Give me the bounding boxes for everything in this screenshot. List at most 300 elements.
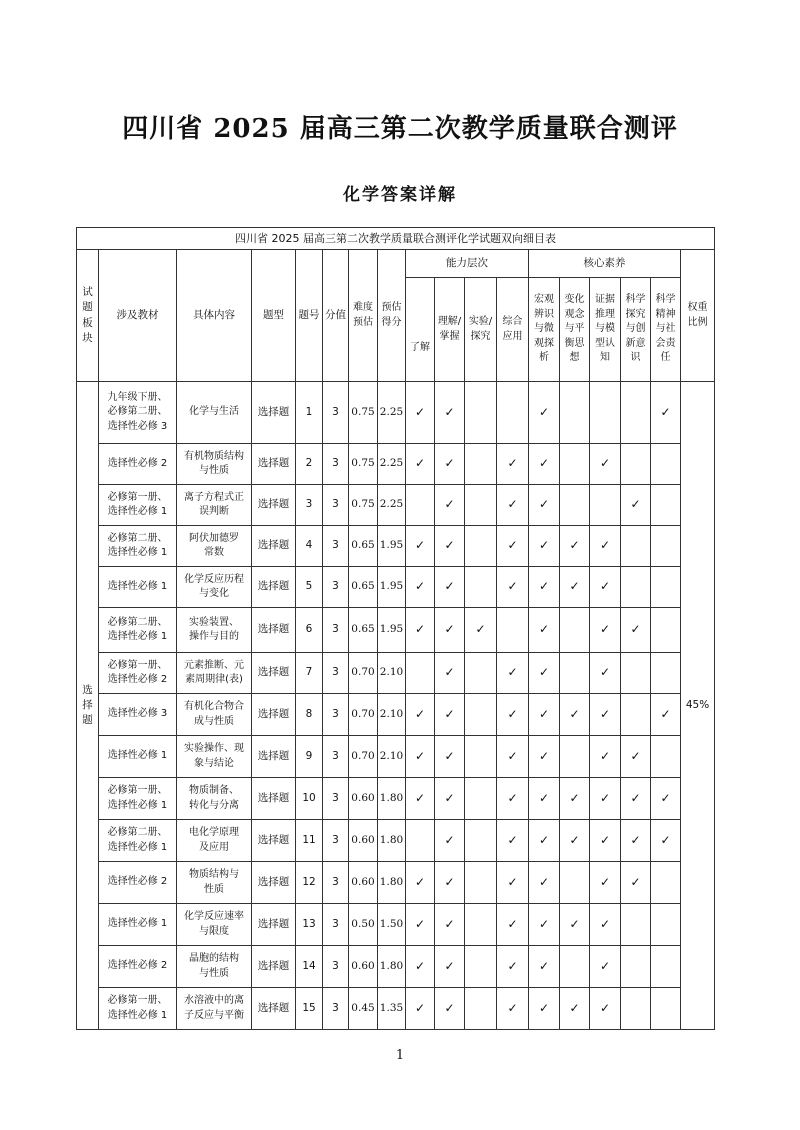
- literacy-cell: [621, 778, 651, 820]
- textbook-cell: 必修第一册、 选择性必修 1: [99, 485, 177, 526]
- number-cell: 13: [296, 904, 323, 946]
- check-mark-icon: ✓: [414, 622, 426, 637]
- literacy-cell: [529, 694, 560, 736]
- ability-cell: [435, 694, 465, 736]
- score-cell: 3: [323, 694, 349, 736]
- table-row: [77, 526, 715, 567]
- difficulty-cell: 0.70: [349, 694, 378, 736]
- content-cell: 阿伏加德罗 常数: [177, 526, 252, 567]
- literacy-cell: [621, 444, 651, 485]
- table-caption: 四川省 2025 届高三第二次教学质量联合测评化学试题双向细目表: [77, 228, 715, 250]
- header-ability-2: 理解/ 掌握: [435, 278, 465, 382]
- type-cell: 选择题: [252, 653, 296, 694]
- difficulty-cell: 0.50: [349, 904, 378, 946]
- number-cell: 15: [296, 988, 323, 1030]
- ability-cell: [406, 485, 435, 526]
- literacy-cell: [621, 946, 651, 988]
- literacy-cell: [560, 526, 590, 567]
- check-mark-icon: ✓: [538, 497, 550, 512]
- score-cell: 3: [323, 567, 349, 608]
- ability-cell: [497, 444, 529, 485]
- header-textbook: 涉及教材: [99, 250, 177, 382]
- literacy-cell: [560, 988, 590, 1030]
- check-mark-icon: ✓: [630, 622, 641, 637]
- number-cell: 12: [296, 862, 323, 904]
- literacy-cell: [621, 736, 651, 778]
- content-cell: 化学反应速率 与限度: [177, 904, 252, 946]
- difficulty-cell: 0.65: [349, 567, 378, 608]
- ability-cell: [497, 820, 529, 862]
- ability-cell: [435, 567, 465, 608]
- ability-cell: [497, 862, 529, 904]
- ability-cell: [406, 567, 435, 608]
- check-mark-icon: ✓: [538, 958, 550, 973]
- literacy-cell: [621, 820, 651, 862]
- score-cell: 3: [323, 862, 349, 904]
- expected-score-cell: 2.25: [378, 382, 406, 444]
- check-mark-icon: ✓: [507, 579, 518, 594]
- type-cell: 选择题: [252, 988, 296, 1030]
- difficulty-cell: 0.70: [349, 736, 378, 778]
- sub-title: 化学答案详解: [343, 185, 457, 205]
- ability-cell: [465, 694, 497, 736]
- ability-cell: [435, 526, 465, 567]
- content-cell: 物质制备、 转化与分离: [177, 778, 252, 820]
- ability-cell: [406, 988, 435, 1030]
- content-cell: 有机化合物合 成与性质: [177, 694, 252, 736]
- check-mark-icon: ✓: [599, 790, 611, 805]
- check-mark-icon: ✓: [507, 748, 518, 763]
- textbook-cell: 必修第一册、 选择性必修 1: [99, 988, 177, 1030]
- content-cell: 离子方程式正 误判断: [177, 485, 252, 526]
- check-mark-icon: ✓: [414, 1000, 426, 1015]
- expected-score-cell: 2.10: [378, 694, 406, 736]
- check-mark-icon: ✓: [507, 665, 518, 680]
- literacy-cell: [651, 485, 681, 526]
- difficulty-cell: 0.75: [349, 485, 378, 526]
- check-mark-icon: ✓: [444, 874, 455, 889]
- textbook-cell: 必修第二册、 选择性必修 1: [99, 608, 177, 653]
- textbook-cell: 选择性必修 2: [99, 946, 177, 988]
- literacy-cell: [651, 567, 681, 608]
- ability-cell: [465, 904, 497, 946]
- check-mark-icon: ✓: [538, 790, 550, 805]
- literacy-cell: [651, 608, 681, 653]
- literacy-cell: [560, 820, 590, 862]
- check-mark-icon: ✓: [538, 916, 550, 931]
- ability-cell: [435, 653, 465, 694]
- literacy-cell: [529, 526, 560, 567]
- textbook-cell: 选择性必修 1: [99, 567, 177, 608]
- score-cell: 3: [323, 904, 349, 946]
- score-cell: 3: [323, 608, 349, 653]
- literacy-cell: [590, 567, 621, 608]
- content-cell: 化学与生活: [177, 382, 252, 444]
- table-row: [77, 988, 715, 1030]
- number-cell: 9: [296, 736, 323, 778]
- type-cell: 选择题: [252, 778, 296, 820]
- check-mark-icon: ✓: [569, 916, 580, 931]
- check-mark-icon: ✓: [599, 579, 611, 594]
- header-content: 具体内容: [177, 250, 252, 382]
- check-mark-icon: ✓: [444, 748, 455, 763]
- check-mark-icon: ✓: [444, 622, 455, 637]
- literacy-cell: [590, 444, 621, 485]
- ability-cell: [435, 778, 465, 820]
- check-mark-icon: ✓: [507, 538, 518, 553]
- check-mark-icon: ✓: [444, 1000, 455, 1015]
- type-cell: 选择题: [252, 820, 296, 862]
- literacy-cell: [560, 653, 590, 694]
- textbook-cell: 选择性必修 3: [99, 694, 177, 736]
- literacy-cell: [651, 736, 681, 778]
- check-mark-icon: ✓: [538, 579, 550, 594]
- literacy-cell: [590, 736, 621, 778]
- difficulty-cell: 0.60: [349, 946, 378, 988]
- ability-cell: [406, 608, 435, 653]
- check-mark-icon: ✓: [414, 404, 426, 419]
- expected-score-cell: 1.80: [378, 820, 406, 862]
- literacy-cell: [529, 485, 560, 526]
- number-cell: 6: [296, 608, 323, 653]
- difficulty-cell: 0.60: [349, 820, 378, 862]
- literacy-cell: [590, 694, 621, 736]
- literacy-cell: [621, 608, 651, 653]
- check-mark-icon: ✓: [414, 706, 426, 721]
- literacy-cell: [590, 382, 621, 444]
- ability-cell: [497, 567, 529, 608]
- content-cell: 水溶液中的离 子反应与平衡: [177, 988, 252, 1030]
- literacy-cell: [529, 988, 560, 1030]
- literacy-cell: [590, 653, 621, 694]
- type-cell: 选择题: [252, 526, 296, 567]
- content-cell: 有机物质结构 与性质: [177, 444, 252, 485]
- literacy-cell: [621, 862, 651, 904]
- content-cell: 实验操作、现 象与结论: [177, 736, 252, 778]
- header-score: 分值: [323, 250, 349, 382]
- ability-cell: [406, 946, 435, 988]
- ability-cell: [435, 946, 465, 988]
- check-mark-icon: ✓: [599, 748, 611, 763]
- ability-cell: [406, 736, 435, 778]
- score-cell: 3: [323, 653, 349, 694]
- literacy-cell: [529, 862, 560, 904]
- score-cell: 3: [323, 946, 349, 988]
- check-mark-icon: ✓: [630, 832, 641, 847]
- literacy-cell: [560, 904, 590, 946]
- expected-score-cell: 1.35: [378, 988, 406, 1030]
- type-cell: 选择题: [252, 444, 296, 485]
- table-row: [77, 444, 715, 485]
- ability-cell: [497, 736, 529, 778]
- ability-cell: [497, 485, 529, 526]
- table-row: [77, 946, 715, 988]
- literacy-cell: [621, 653, 651, 694]
- score-cell: 3: [323, 382, 349, 444]
- literacy-cell: [590, 988, 621, 1030]
- literacy-cell: [560, 946, 590, 988]
- number-cell: 7: [296, 653, 323, 694]
- check-mark-icon: ✓: [475, 622, 486, 637]
- literacy-cell: [590, 904, 621, 946]
- ability-cell: [497, 694, 529, 736]
- table-row: [77, 904, 715, 946]
- check-mark-icon: ✓: [660, 790, 671, 805]
- check-mark-icon: ✓: [599, 1000, 611, 1015]
- literacy-cell: [529, 444, 560, 485]
- check-mark-icon: ✓: [538, 874, 550, 889]
- literacy-cell: [651, 694, 681, 736]
- table-row: [77, 653, 715, 694]
- header-ability-4: 综合 应用: [497, 278, 529, 382]
- number-cell: 1: [296, 382, 323, 444]
- literacy-cell: [651, 382, 681, 444]
- header-literacy-3: 证据 推理 与模 型认 知: [590, 278, 621, 382]
- header-expected: 预估 得分: [378, 250, 406, 382]
- literacy-cell: [560, 694, 590, 736]
- check-mark-icon: ✓: [599, 916, 611, 931]
- literacy-cell: [590, 485, 621, 526]
- check-mark-icon: ✓: [569, 706, 580, 721]
- score-cell: 3: [323, 736, 349, 778]
- literacy-cell: [560, 608, 590, 653]
- check-mark-icon: ✓: [630, 874, 641, 889]
- check-mark-icon: ✓: [569, 790, 580, 805]
- textbook-cell: 九年级下册、 必修第二册、 选择性必修 3: [99, 382, 177, 444]
- type-cell: 选择题: [252, 694, 296, 736]
- textbook-cell: 选择性必修 1: [99, 736, 177, 778]
- literacy-cell: [590, 526, 621, 567]
- ability-cell: [465, 778, 497, 820]
- literacy-cell: [529, 778, 560, 820]
- check-mark-icon: ✓: [414, 790, 426, 805]
- expected-score-cell: 2.25: [378, 485, 406, 526]
- literacy-cell: [621, 382, 651, 444]
- check-mark-icon: ✓: [660, 404, 671, 419]
- table-row: [77, 382, 715, 444]
- type-cell: 选择题: [252, 904, 296, 946]
- ability-cell: [406, 694, 435, 736]
- literacy-cell: [560, 485, 590, 526]
- expected-score-cell: 2.25: [378, 444, 406, 485]
- ability-cell: [406, 778, 435, 820]
- header-difficulty: 难度 预估: [349, 250, 378, 382]
- header-literacy-4: 科学 探究 与创 新意 识: [621, 278, 651, 382]
- check-mark-icon: ✓: [414, 538, 426, 553]
- ability-cell: [497, 904, 529, 946]
- literacy-cell: [651, 946, 681, 988]
- weight-cell: 45%: [681, 382, 715, 1030]
- table-row: [77, 736, 715, 778]
- literacy-cell: [621, 904, 651, 946]
- table-row: [77, 608, 715, 653]
- literacy-cell: [560, 862, 590, 904]
- number-cell: 8: [296, 694, 323, 736]
- literacy-cell: [621, 567, 651, 608]
- header-ability-group: 能力层次: [406, 250, 529, 278]
- check-mark-icon: ✓: [538, 832, 550, 847]
- score-cell: 3: [323, 820, 349, 862]
- table-row: [77, 820, 715, 862]
- check-mark-icon: ✓: [507, 916, 518, 931]
- ability-cell: [435, 444, 465, 485]
- check-mark-icon: ✓: [569, 832, 580, 847]
- check-mark-icon: ✓: [507, 958, 518, 973]
- ability-cell: [497, 608, 529, 653]
- check-mark-icon: ✓: [599, 832, 611, 847]
- type-cell: 选择题: [252, 946, 296, 988]
- ability-cell: [406, 904, 435, 946]
- literacy-cell: [621, 526, 651, 567]
- type-cell: 选择题: [252, 567, 296, 608]
- table-row: [77, 567, 715, 608]
- literacy-cell: [529, 820, 560, 862]
- check-mark-icon: ✓: [599, 706, 611, 721]
- check-mark-icon: ✓: [444, 832, 455, 847]
- check-mark-icon: ✓: [444, 497, 455, 512]
- expected-score-cell: 1.80: [378, 778, 406, 820]
- check-mark-icon: ✓: [538, 456, 550, 471]
- score-cell: 3: [323, 526, 349, 567]
- ability-cell: [406, 382, 435, 444]
- check-mark-icon: ✓: [599, 622, 611, 637]
- check-mark-icon: ✓: [599, 456, 611, 471]
- check-mark-icon: ✓: [444, 404, 455, 419]
- literacy-cell: [590, 608, 621, 653]
- check-mark-icon: ✓: [538, 748, 550, 763]
- textbook-cell: 必修第二册、 选择性必修 1: [99, 820, 177, 862]
- literacy-cell: [621, 988, 651, 1030]
- type-cell: 选择题: [252, 862, 296, 904]
- number-cell: 14: [296, 946, 323, 988]
- ability-cell: [435, 608, 465, 653]
- check-mark-icon: ✓: [444, 958, 455, 973]
- check-mark-icon: ✓: [414, 456, 426, 471]
- check-mark-icon: ✓: [507, 497, 518, 512]
- check-mark-icon: ✓: [599, 665, 611, 680]
- check-mark-icon: ✓: [599, 958, 611, 973]
- ability-cell: [435, 382, 465, 444]
- ability-cell: [497, 778, 529, 820]
- content-cell: 化学反应历程 与变化: [177, 567, 252, 608]
- expected-score-cell: 2.10: [378, 736, 406, 778]
- literacy-cell: [590, 946, 621, 988]
- check-mark-icon: ✓: [444, 538, 455, 553]
- header-literacy-1: 宏观 辨识 与微 观探 析: [529, 278, 560, 382]
- check-mark-icon: ✓: [569, 538, 580, 553]
- check-mark-icon: ✓: [507, 874, 518, 889]
- check-mark-icon: ✓: [599, 874, 611, 889]
- type-cell: 选择题: [252, 736, 296, 778]
- check-mark-icon: ✓: [414, 958, 426, 973]
- literacy-cell: [529, 608, 560, 653]
- check-mark-icon: ✓: [507, 790, 518, 805]
- check-mark-icon: ✓: [599, 538, 611, 553]
- textbook-cell: 必修第一册、 选择性必修 2: [99, 653, 177, 694]
- difficulty-cell: 0.70: [349, 653, 378, 694]
- check-mark-icon: ✓: [444, 579, 455, 594]
- ability-cell: [465, 526, 497, 567]
- check-mark-icon: ✓: [538, 404, 550, 419]
- check-mark-icon: ✓: [630, 790, 641, 805]
- expected-score-cell: 1.95: [378, 526, 406, 567]
- number-cell: 4: [296, 526, 323, 567]
- literacy-cell: [621, 485, 651, 526]
- literacy-cell: [651, 778, 681, 820]
- literacy-cell: [529, 567, 560, 608]
- difficulty-cell: 0.75: [349, 444, 378, 485]
- literacy-cell: [560, 444, 590, 485]
- literacy-cell: [651, 653, 681, 694]
- ability-cell: [435, 820, 465, 862]
- ability-cell: [497, 526, 529, 567]
- table-row: [77, 778, 715, 820]
- ability-cell: [465, 485, 497, 526]
- ability-cell: [465, 988, 497, 1030]
- number-cell: 5: [296, 567, 323, 608]
- textbook-cell: 选择性必修 2: [99, 862, 177, 904]
- check-mark-icon: ✓: [444, 916, 455, 931]
- main-title: 四川省 2025 届高三第二次教学质量联合测评: [122, 114, 678, 144]
- content-cell: 晶胞的结构 与性质: [177, 946, 252, 988]
- check-mark-icon: ✓: [414, 748, 426, 763]
- check-mark-icon: ✓: [538, 665, 550, 680]
- literacy-cell: [651, 904, 681, 946]
- ability-cell: [435, 988, 465, 1030]
- content-cell: 物质结构与 性质: [177, 862, 252, 904]
- ability-cell: [465, 608, 497, 653]
- literacy-cell: [529, 736, 560, 778]
- ability-cell: [435, 904, 465, 946]
- table-row: [77, 862, 715, 904]
- check-mark-icon: ✓: [507, 832, 518, 847]
- ability-cell: [465, 653, 497, 694]
- literacy-cell: [651, 526, 681, 567]
- ability-cell: [465, 862, 497, 904]
- ability-cell: [406, 653, 435, 694]
- literacy-cell: [651, 988, 681, 1030]
- ability-cell: [406, 526, 435, 567]
- ability-cell: [465, 736, 497, 778]
- literacy-cell: [621, 694, 651, 736]
- content-cell: 电化学原理 及应用: [177, 820, 252, 862]
- literacy-cell: [560, 778, 590, 820]
- difficulty-cell: 0.60: [349, 778, 378, 820]
- literacy-cell: [529, 382, 560, 444]
- ability-cell: [497, 382, 529, 444]
- expected-score-cell: 1.80: [378, 946, 406, 988]
- score-cell: 3: [323, 444, 349, 485]
- header-weight: 权重 比例: [681, 250, 715, 382]
- number-cell: 11: [296, 820, 323, 862]
- ability-cell: [406, 820, 435, 862]
- header-type: 题型: [252, 250, 296, 382]
- literacy-cell: [651, 862, 681, 904]
- number-cell: 10: [296, 778, 323, 820]
- literacy-cell: [529, 653, 560, 694]
- textbook-cell: 选择性必修 2: [99, 444, 177, 485]
- literacy-cell: [560, 382, 590, 444]
- ability-cell: [465, 444, 497, 485]
- header-ability-1: 了解: [406, 278, 435, 382]
- difficulty-cell: 0.65: [349, 526, 378, 567]
- literacy-cell: [651, 820, 681, 862]
- ability-cell: [497, 988, 529, 1030]
- expected-score-cell: 2.10: [378, 653, 406, 694]
- textbook-cell: 选择性必修 1: [99, 904, 177, 946]
- table-row: [77, 694, 715, 736]
- difficulty-cell: 0.60: [349, 862, 378, 904]
